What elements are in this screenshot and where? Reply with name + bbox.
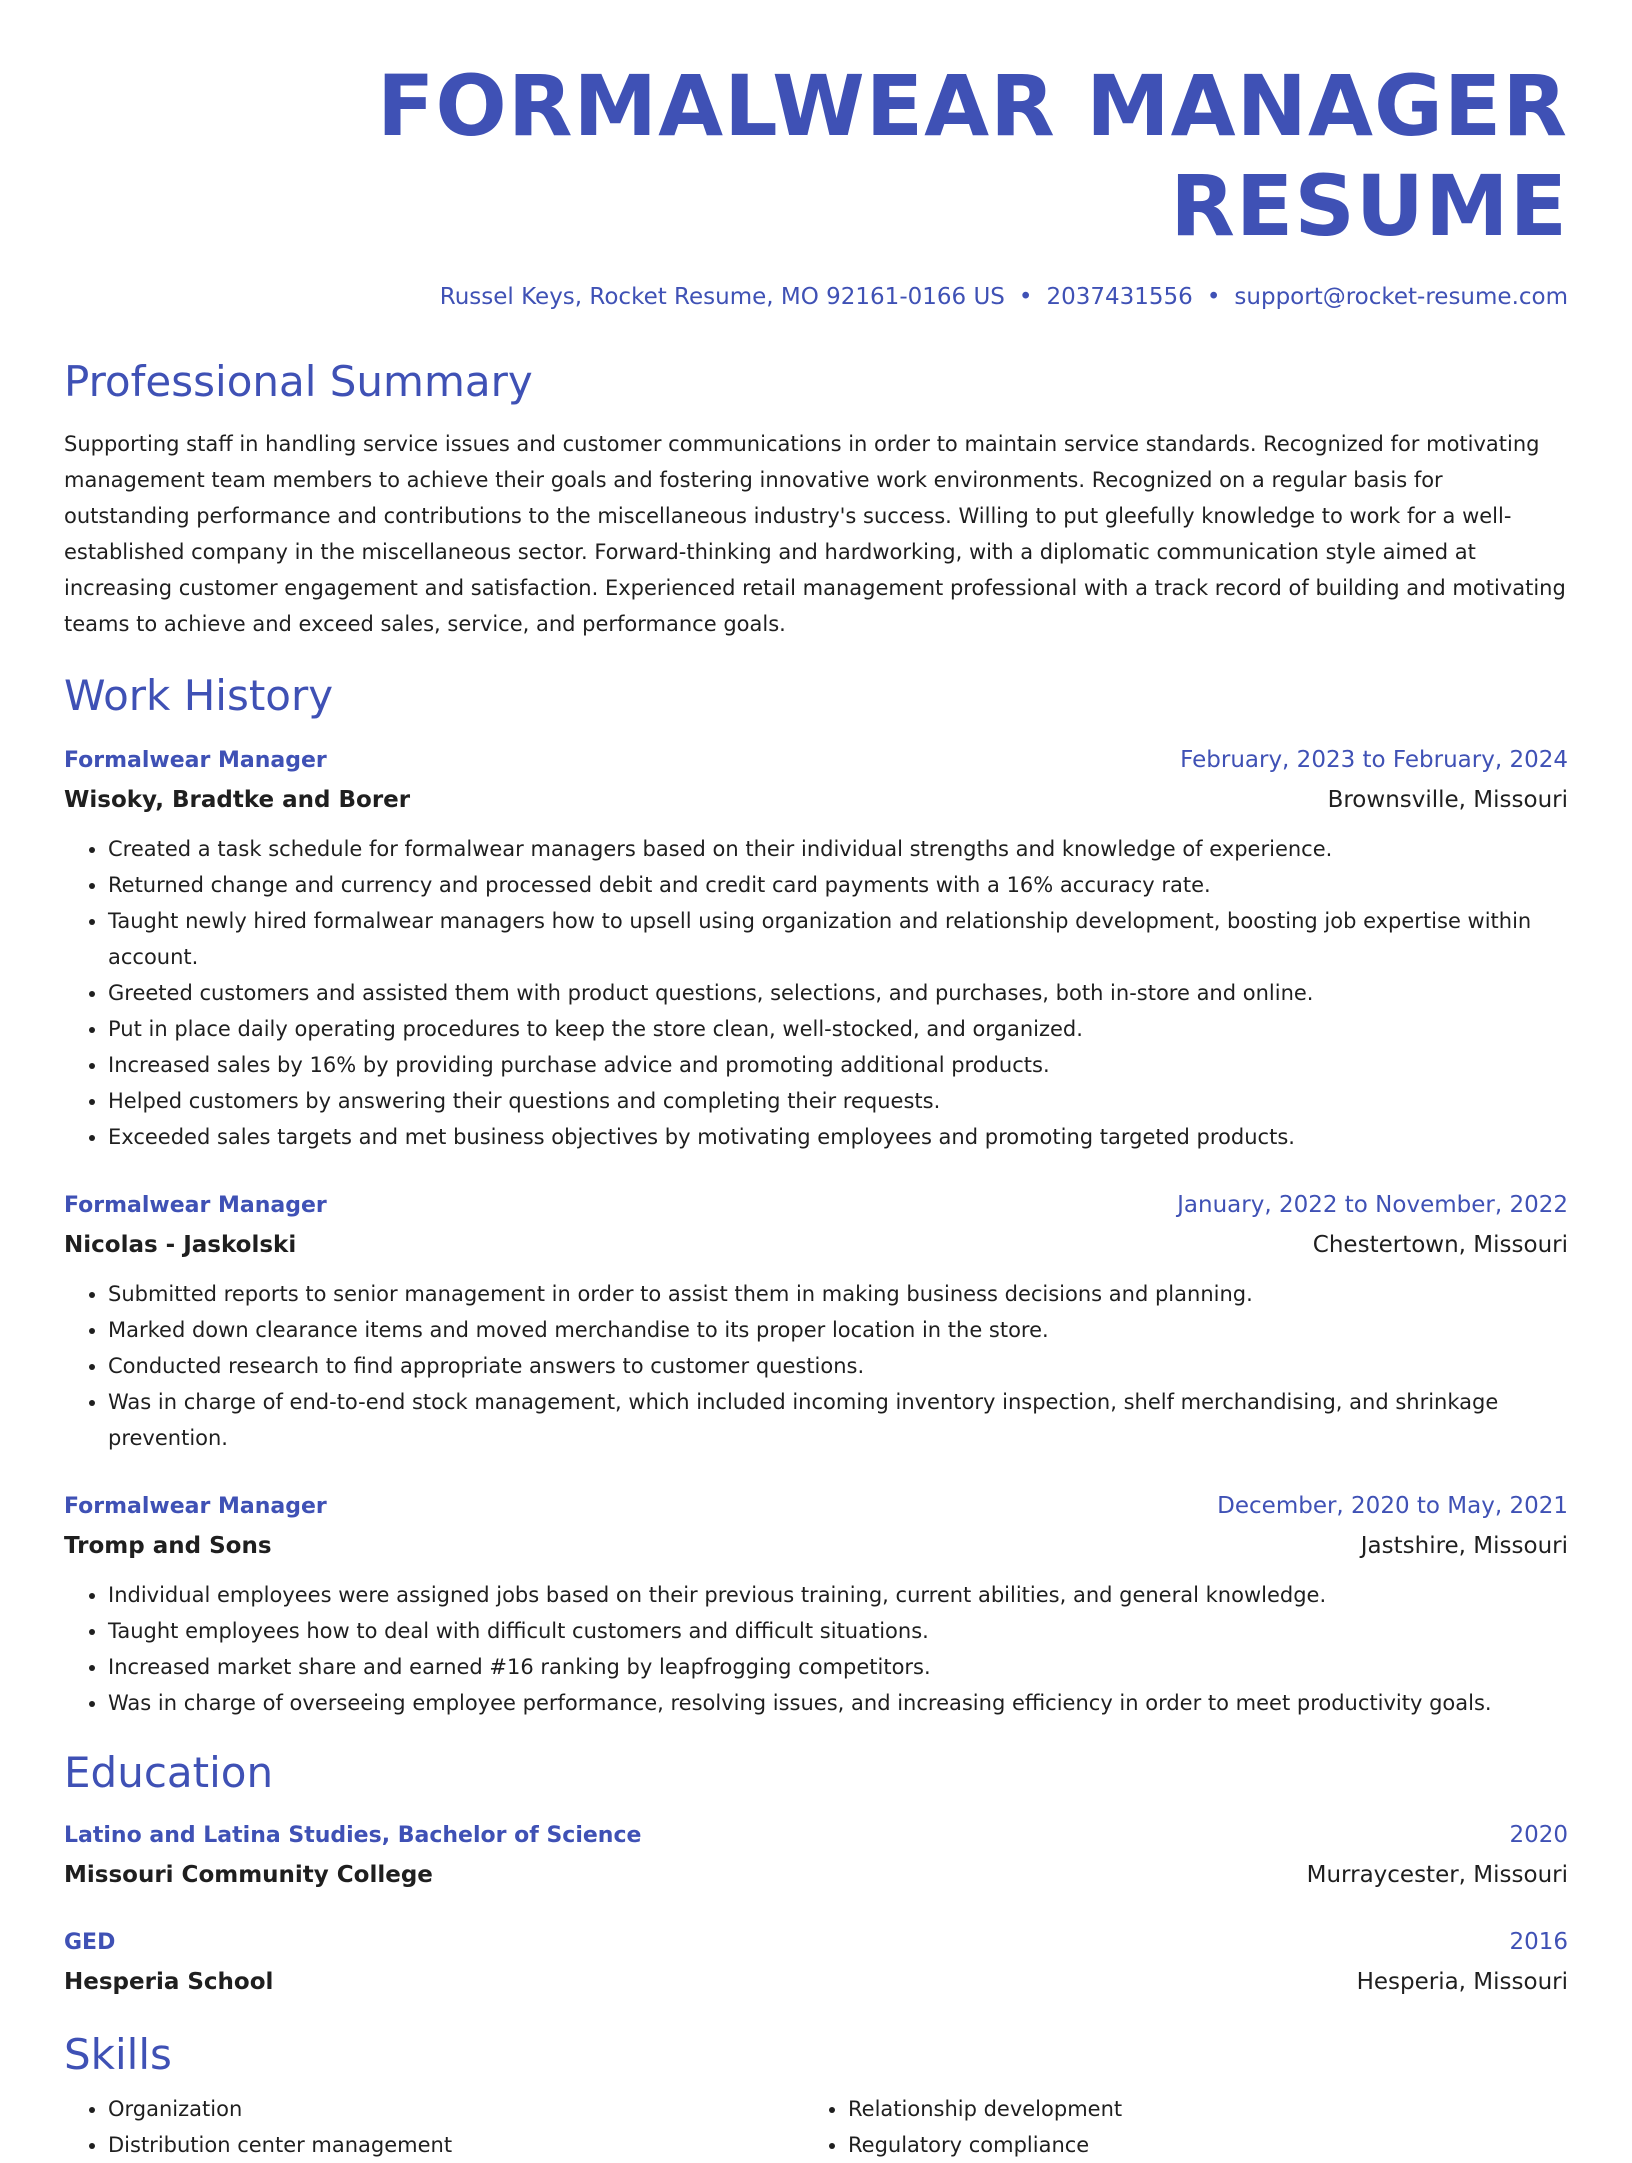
job-bullet: • Individual employees were assigned jobs based on their previous training, current abilities, and general knowledge. xyxy=(108,1577,1568,1613)
job-bullets xyxy=(64,1276,1568,1456)
education-degree: GED xyxy=(64,1930,116,1955)
contact-phone: 2037431556 xyxy=(1046,284,1193,310)
education-entry xyxy=(64,1815,1568,1894)
education-location: Hesperia, Missouri xyxy=(1356,1969,1568,1995)
job-bullet: • Submitted reports to senior management in order to assist them in making business decisions and planning. xyxy=(108,1276,1568,1312)
job-location: Chestertown, Missouri xyxy=(1312,1232,1568,1258)
summary-heading: Professional Summary xyxy=(64,357,533,406)
job-bullet: • Increased sales by 16% by providing purchase advice and promoting additional products. xyxy=(108,1047,1568,1083)
education-heading: Education xyxy=(64,1748,274,1797)
job-bullet: • Taught newly hired formalwear managers how to upsell using organization and relationship development, boosting job expertise within account. xyxy=(108,903,1568,975)
contact-email: support@rocket-resume.com xyxy=(1234,284,1568,310)
education-entry xyxy=(64,1922,1568,2001)
skills-list xyxy=(64,2091,1568,2163)
education-degree: Latino and Latina Studies, Bachelor of Science xyxy=(64,1823,642,1848)
job-bullet: • Marked down clearance items and moved merchandise to its proper location in the store. xyxy=(108,1312,1568,1348)
skill-item: • Relationship development xyxy=(848,2091,1544,2127)
skills-column-right xyxy=(804,2091,1544,2163)
education-year: 2016 xyxy=(1509,1929,1568,1955)
contact-separator: • xyxy=(1206,284,1221,310)
job-entry xyxy=(64,1185,1568,1456)
job-company: Wisoky, Bradtke and Borer xyxy=(64,787,411,813)
job-dates: February, 2023 to February, 2024 xyxy=(1180,747,1568,773)
education-year: 2020 xyxy=(1509,1822,1568,1848)
job-dates: December, 2020 to May, 2021 xyxy=(1217,1493,1568,1519)
skills-heading: Skills xyxy=(64,2030,172,2079)
job-bullet: • Greeted customers and assisted them with product questions, selections, and purchases, both in-store and online. xyxy=(108,975,1568,1011)
job-bullet: • Taught employees how to deal with difficult customers and difficult situations. xyxy=(108,1613,1568,1649)
job-bullet: • Returned change and currency and processed debit and credit card payments with a 16% accuracy rate. xyxy=(108,867,1568,903)
job-bullet: • Exceeded sales targets and met business objectives by motivating employees and promoting targeted products. xyxy=(108,1119,1568,1155)
contact-separator: • xyxy=(1018,284,1033,310)
resume-title: FORMALWEAR MANAGER RESUME xyxy=(377,57,1568,255)
job-bullet: • Put in place daily operating procedures to keep the store clean, well-stocked, and organized. xyxy=(108,1011,1568,1047)
job-company: Nicolas - Jaskolski xyxy=(64,1232,297,1258)
job-dates: January, 2022 to November, 2022 xyxy=(1177,1192,1568,1218)
job-bullets xyxy=(64,1577,1568,1721)
skill-item: • Organization xyxy=(108,2091,804,2127)
job-location: Brownsville, Missouri xyxy=(1327,787,1568,813)
education-school: Missouri Community College xyxy=(64,1862,433,1888)
summary-text: Supporting staff in handling service issues and customer communications in order to maintain service standards. Recognized for motivating management team members to achieve their goals and fostering innovative work environments. Recognized on a regular basis for outstanding performance and contributions to the miscellaneous industry's success. Willing to put gleefully knowledge to work for a well-established company in the miscellaneous sector. Forward-thinking and hardworking, with a diplomatic communication style aimed at increasing customer engagement and satisfaction. Experienced retail management professional with a track record of building and motivating teams to achieve and exceed sales, service, and performance goals. xyxy=(64,432,1566,636)
job-entry xyxy=(64,740,1568,1155)
skills-column-left xyxy=(64,2091,804,2163)
job-role: Formalwear Manager xyxy=(64,1193,327,1218)
job-bullet: • Created a task schedule for formalwear managers based on their individual strengths and knowledge of experience. xyxy=(108,831,1568,867)
job-company: Tromp and Sons xyxy=(64,1533,272,1559)
job-bullets xyxy=(64,831,1568,1155)
job-role: Formalwear Manager xyxy=(64,1494,327,1519)
job-entry xyxy=(64,1486,1568,1721)
education-school: Hesperia School xyxy=(64,1969,274,1995)
job-bullet: • Helped customers by answering their questions and completing their requests. xyxy=(108,1083,1568,1119)
work-history-heading: Work History xyxy=(64,671,334,720)
contact-address: Russel Keys, Rocket Resume, MO 92161-0166 US xyxy=(439,284,1005,310)
job-location: Jastshire, Missouri xyxy=(1360,1533,1568,1559)
job-bullet: • Was in charge of overseeing employee performance, resolving issues, and increasing efficiency in order to meet productivity goals. xyxy=(108,1685,1568,1721)
contact-line xyxy=(64,282,1568,312)
job-bullet: • Conducted research to find appropriate answers to customer questions. xyxy=(108,1348,1568,1384)
job-role: Formalwear Manager xyxy=(64,748,327,773)
skill-item: • Distribution center management xyxy=(108,2127,804,2163)
job-bullet: • Increased market share and earned #16 ranking by leapfrogging competitors. xyxy=(108,1649,1568,1685)
skill-item: • Regulatory compliance xyxy=(848,2127,1544,2163)
education-location: Murraycester, Missouri xyxy=(1306,1862,1568,1888)
job-bullet: • Was in charge of end-to-end stock management, which included incoming inventory inspection, shelf merchandising, and shrinkage prevention. xyxy=(108,1384,1568,1456)
